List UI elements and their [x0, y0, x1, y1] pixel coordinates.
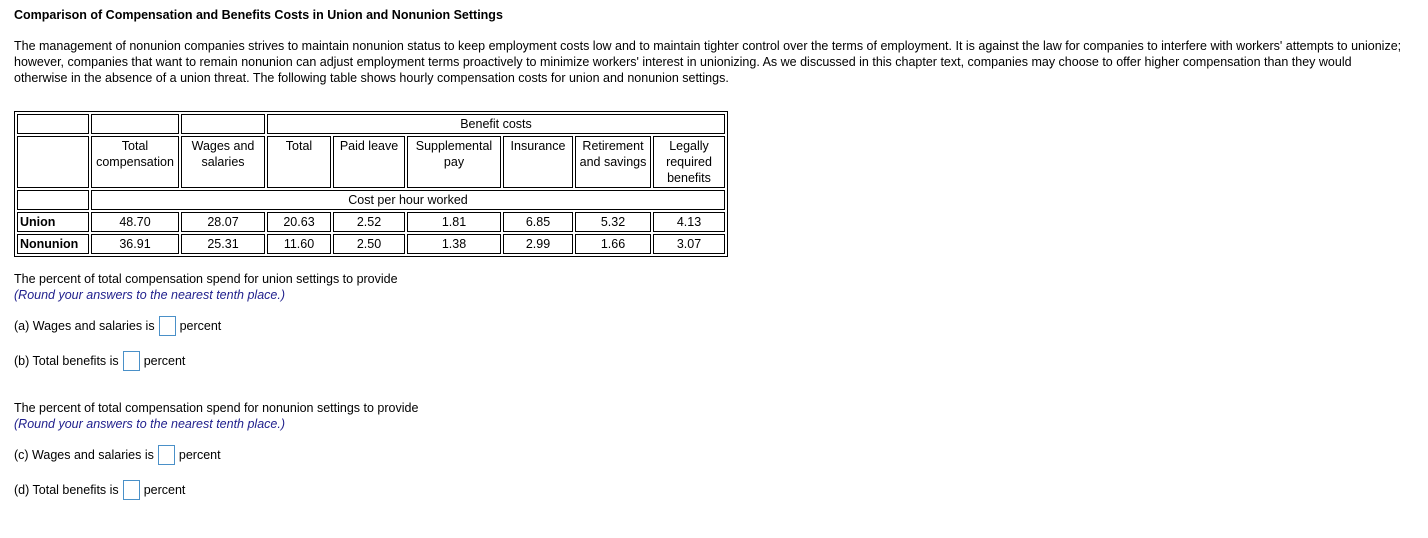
table-cell: 4.13 — [653, 212, 725, 232]
header-benefits-total: Total — [267, 136, 331, 188]
table-header-row-2 — [17, 136, 725, 188]
cost-per-hour-header: Cost per hour worked — [91, 190, 725, 210]
table-row-nonunion — [17, 234, 725, 254]
table-cell: 28.07 — [181, 212, 265, 232]
table-cell: 5.32 — [575, 212, 651, 232]
table-cell: 48.70 — [91, 212, 179, 232]
answer-c-input[interactable] — [158, 445, 175, 465]
answer-c-unit: percent — [178, 448, 221, 462]
header-supplemental-pay: Supplemental pay — [407, 136, 501, 188]
table-cell: 11.60 — [267, 234, 331, 254]
page-title: Comparison of Compensation and Benefits Costs in Union and Nonunion Settings — [14, 8, 503, 22]
answer-d-input[interactable] — [123, 480, 140, 500]
header-blank-cell — [181, 114, 265, 134]
union-rounding-hint: (Round your answers to the nearest tenth place.) — [14, 288, 285, 302]
table-cell: 20.63 — [267, 212, 331, 232]
table-row-union — [17, 212, 725, 232]
row-label-union: Union — [17, 212, 89, 232]
header-blank-cell — [17, 114, 89, 134]
answer-a-input[interactable] — [159, 316, 176, 336]
table-header-row-1 — [17, 114, 725, 134]
table-cell: 2.99 — [503, 234, 573, 254]
benefit-costs-header: Benefit costs — [267, 114, 725, 134]
table-cell: 25.31 — [181, 234, 265, 254]
table-cell: 2.50 — [333, 234, 405, 254]
answer-c-line — [14, 445, 221, 465]
table-cell: 1.81 — [407, 212, 501, 232]
header-blank-cell — [17, 136, 89, 188]
row-label-nonunion: Nonunion — [17, 234, 89, 254]
answer-d-unit: percent — [143, 483, 186, 497]
answer-b-line — [14, 351, 185, 371]
answer-b-label: (b) Total benefits is — [14, 354, 119, 368]
table-cell: 2.52 — [333, 212, 405, 232]
header-legally-required: Legally required benefits — [653, 136, 725, 188]
table-cell: 1.66 — [575, 234, 651, 254]
header-blank-cell — [91, 114, 179, 134]
nonunion-question-prompt: The percent of total compensation spend for nonunion settings to provide — [14, 401, 419, 415]
table-cell: 36.91 — [91, 234, 179, 254]
header-paid-leave: Paid leave — [333, 136, 405, 188]
answer-c-label: (c) Wages and salaries is — [14, 448, 154, 462]
nonunion-rounding-hint: (Round your answers to the nearest tenth place.) — [14, 417, 285, 431]
answer-a-line — [14, 316, 221, 336]
nonunion-question — [14, 400, 418, 432]
header-retirement-savings: Retirement and savings — [575, 136, 651, 188]
answer-a-label: (a) Wages and salaries is — [14, 319, 155, 333]
intro-paragraph: The management of nonunion companies strives to maintain nonunion status to keep employment costs low and to maintain tighter control over the terms of employment. It is against the law for companies to interfere with workers' attempts to unionize; however, companies that want to remain nonunion can adjust employment terms proactively to minimize workers' interest in unionizing. As we discussed in this chapter text, companies may choose to offer higher compensation than they would otherwise in the absence of a union threat. The following table shows hourly compensation costs for union and nonunion settings. — [14, 39, 1402, 85]
answer-b-unit: percent — [143, 354, 186, 368]
union-question-prompt: The percent of total compensation spend for union settings to provide — [14, 272, 398, 286]
header-total-compensation: Total compensation — [91, 136, 179, 188]
table-header-row-3 — [17, 190, 725, 210]
header-insurance: Insurance — [503, 136, 573, 188]
table-cell: 3.07 — [653, 234, 725, 254]
table-cell: 1.38 — [407, 234, 501, 254]
table-cell: 6.85 — [503, 212, 573, 232]
answer-a-unit: percent — [179, 319, 222, 333]
union-question — [14, 271, 398, 303]
answer-b-input[interactable] — [123, 351, 140, 371]
header-wages-salaries: Wages and salaries — [181, 136, 265, 188]
answer-d-label: (d) Total benefits is — [14, 483, 119, 497]
answer-d-line — [14, 480, 185, 500]
header-blank-cell — [17, 190, 89, 210]
compensation-table — [14, 111, 728, 257]
